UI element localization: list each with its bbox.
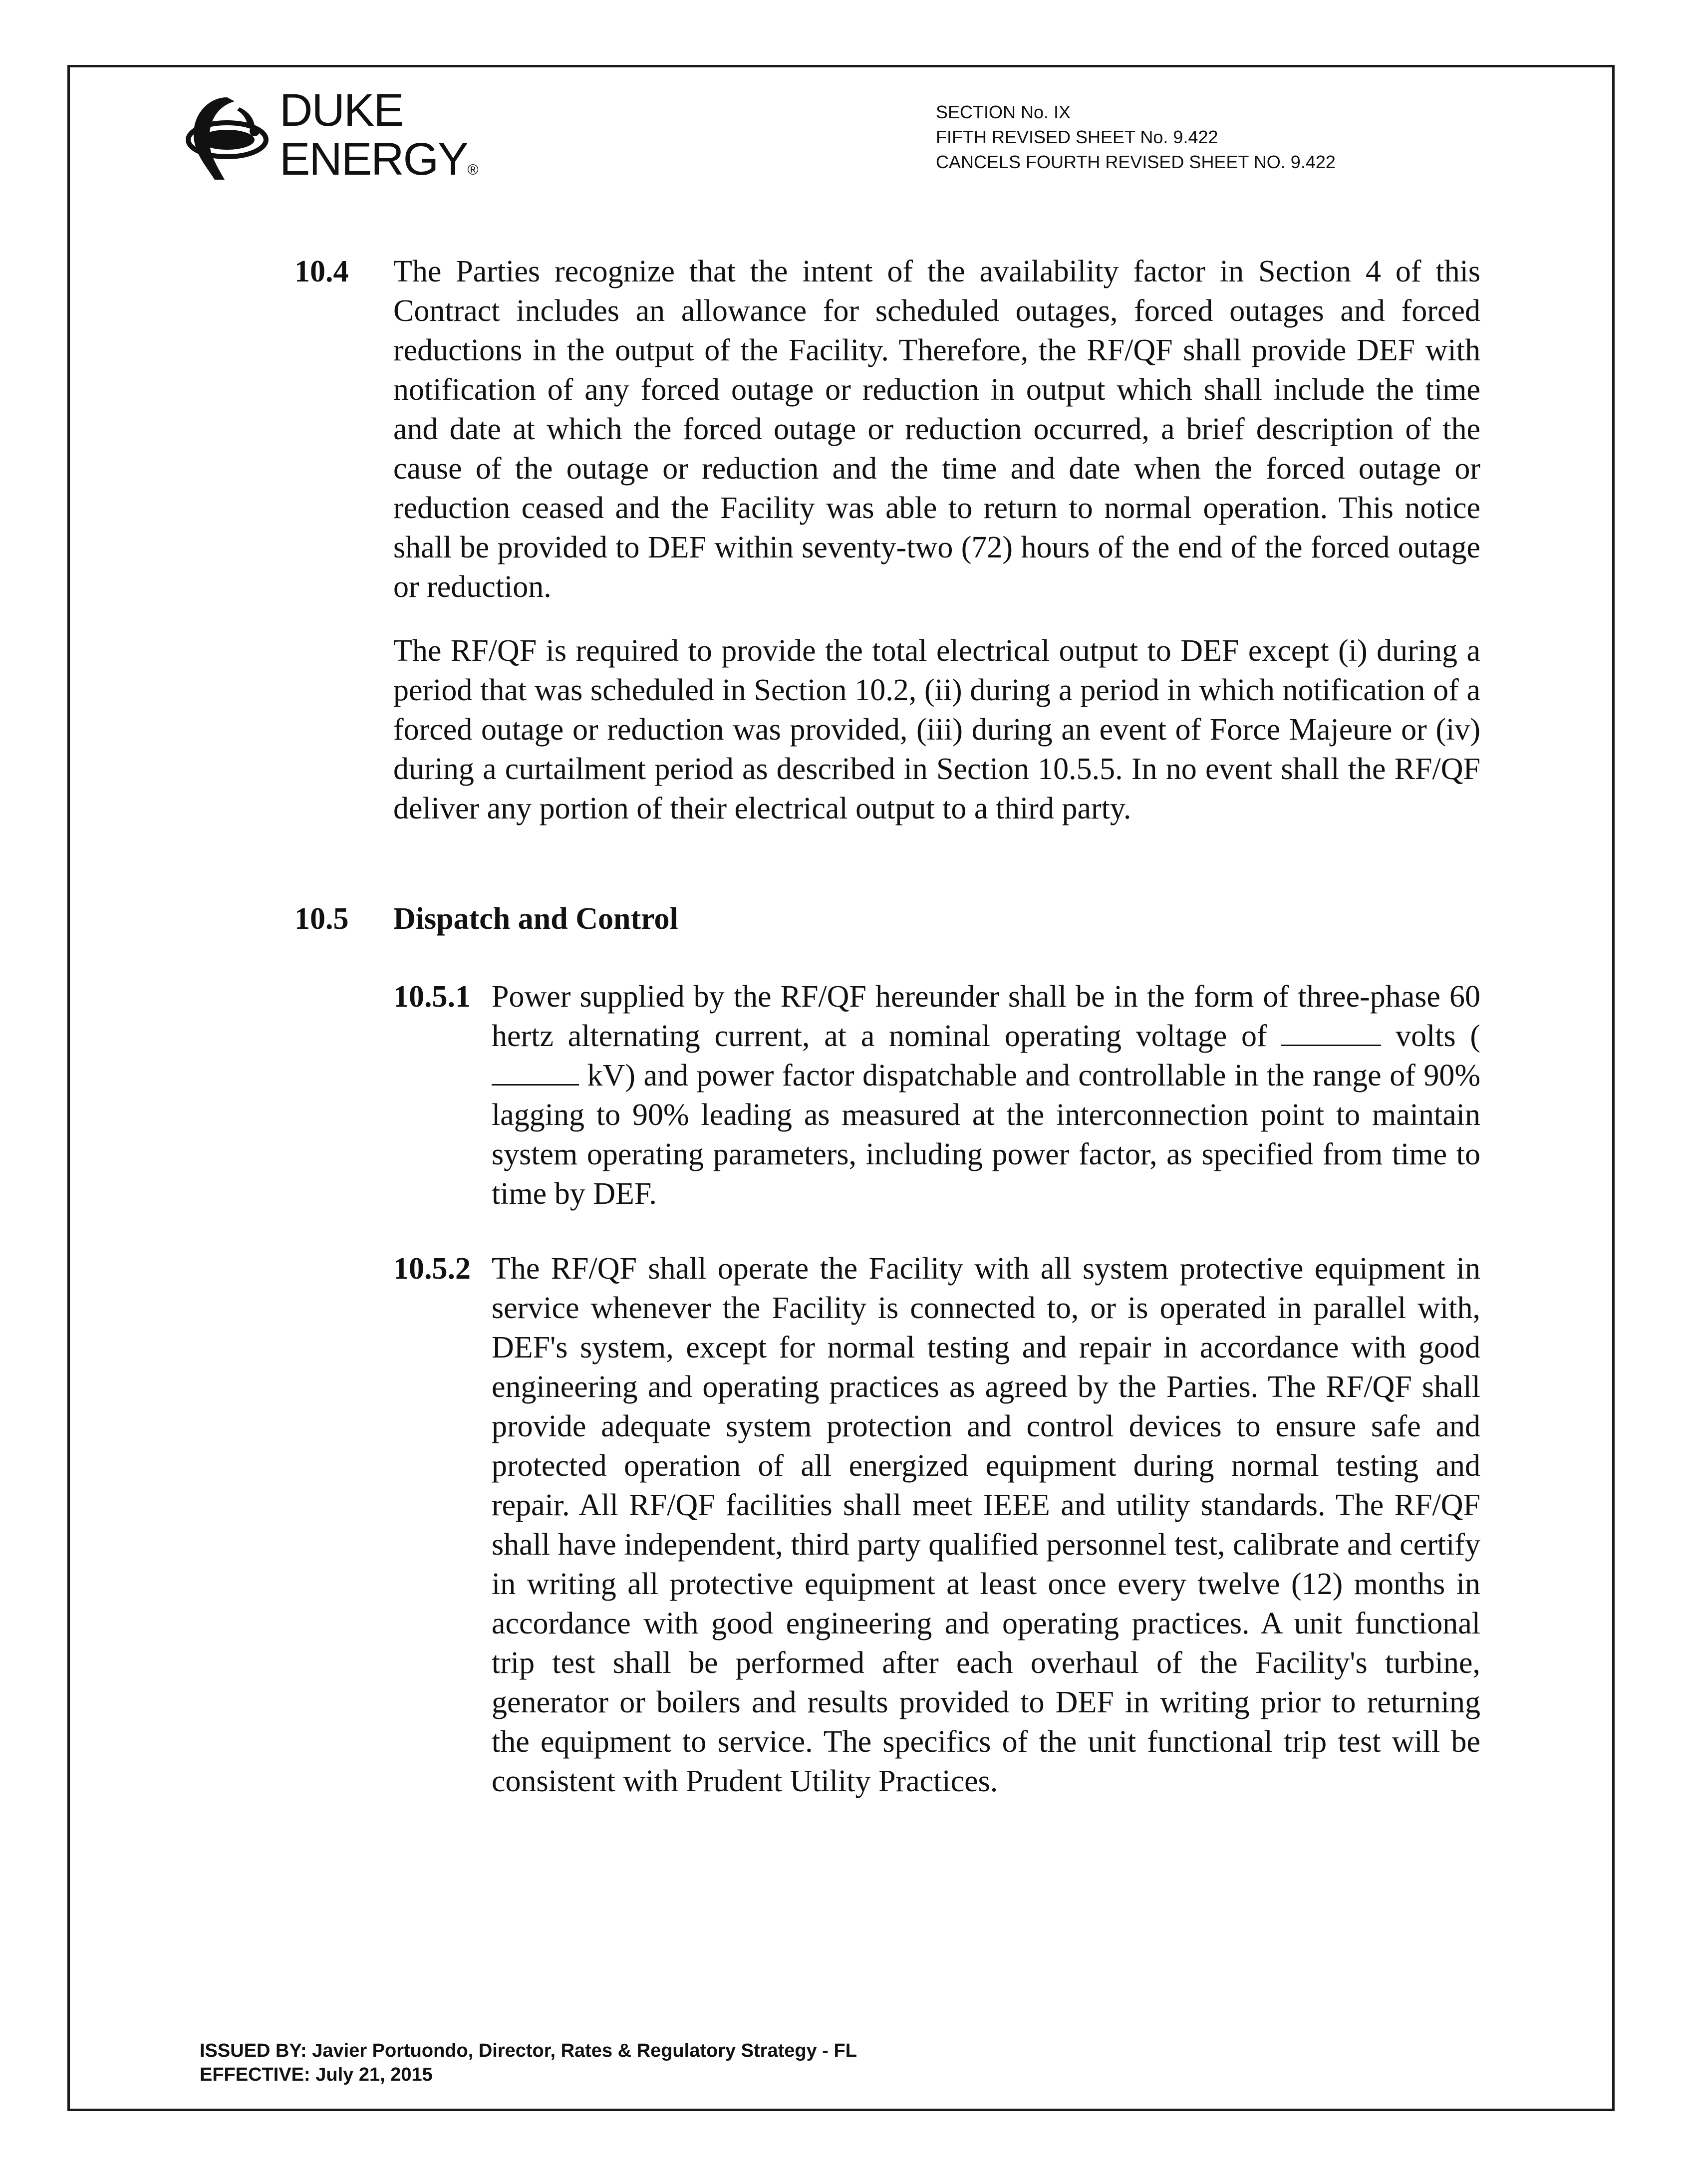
section-10-4-paragraph-2: The RF/QF is required to provide the total electrical output to DEF except (i) during a period that was scheduled in Section 10.2, (ii) during a period in which notification of a forced outage or reduction was provided, (iii) during an event of Force Majeure or (iv) during a curtailment period as described in Section 10.5.5. In no event shall the RF/QF deliver any portion of their electrical output to a third party. <box>393 634 1480 825</box>
sheet-header <box>936 100 1336 175</box>
section-10-5-1-number: 10.5.1 <box>393 980 471 1014</box>
logo-text-energy-word: ENERGY <box>280 134 468 185</box>
issued-by-value: Javier Portuondo, Director, Rates & Regulatory Strategy - FL <box>312 2040 857 2061</box>
revised-sheet: FIFTH REVISED SHEET No. 9.422 <box>936 127 1218 147</box>
issued-by-line <box>200 2039 857 2063</box>
effective-line <box>200 2063 857 2087</box>
effective-value: July 21, 2015 <box>315 2064 433 2085</box>
section-10-5-2-paragraph: The RF/QF shall operate the Facility with all system protective equipment in service whenever the Facility is connected to, or is operated in parallel with, DEF's system, except for normal testing and repair in accordance with good engineering and operating practices as agreed by the Parties. The RF/QF shall provide adequate system protection and control devices to ensure safe and protected operation of all energized equipment during normal testing and repair. All RF/QF facilities shall meet IEEE and utility standards. The RF/QF shall have independent, third party qualified personnel test, calibrate and certify in writing all protective equipment at least once every twelve (12) months in accordance with good engineering and operating practices. A unit functional trip test shall be performed after each overhaul of the Facility's turbine, generator or boilers and results provided to DEF in writing prior to returning the equipment to service. The specifics of the unit functional trip test will be consistent with Prudent Utility Practices. <box>492 1252 1480 1798</box>
section-10-4-number: 10.4 <box>294 255 349 288</box>
footer <box>200 2039 857 2087</box>
duke-energy-emblem-icon <box>180 92 275 187</box>
voltage-blank <box>1281 1019 1381 1046</box>
section-10-5-1-text-b: kV) and power factor dispatchable and controllable in the range of 90% lagging to 90% leading as measured at the interconnection point to maintain system operating parameters, including power factor, as specified from time to time by DEF. <box>492 1059 1480 1211</box>
section-10-5-number: 10.5 <box>294 902 349 936</box>
registered-mark: ® <box>467 162 478 178</box>
logo-text-duke: DUKE <box>280 85 403 136</box>
cancels-sheet: CANCELS FOURTH REVISED SHEET NO. 9.422 <box>936 152 1336 172</box>
section-number: SECTION No. IX <box>936 102 1071 122</box>
section-10-5-1-volts: volts ( <box>1396 1019 1481 1053</box>
section-10-5-2-number: 10.5.2 <box>393 1252 471 1286</box>
logo-text-energy <box>280 134 478 185</box>
issued-by-label: ISSUED BY: <box>200 2040 307 2061</box>
kv-blank <box>492 1058 579 1086</box>
effective-label: EFFECTIVE: <box>200 2064 310 2085</box>
section-10-5-1-text-a: Power supplied by the RF/QF hereunder shall be in the form of three-phase 60 hertz alternating current, at a nominal operating voltage of <box>492 980 1480 1053</box>
section-10-5-1-paragraph <box>492 977 1480 1214</box>
section-10-5-heading: Dispatch and Control <box>393 902 678 936</box>
duke-energy-logo <box>180 87 519 192</box>
section-10-4-paragraph-1: The Parties recognize that the intent of the availability factor in Section 4 of this Contract includes an allowance for scheduled outages, forced outages and forced reductions in the output of the Facility. Therefore, the RF/QF shall provide DEF with notification of any forced outage or reduction in output which shall include the time and date at which the forced outage or reduction occurred, a brief description of the cause of the outage or reduction and the time and date when the forced outage or reduction ceased and the Facility was able to return to normal operation. This notice shall be provided to DEF within seventy-two (72) hours of the end of the forced outage or reduction. <box>393 255 1480 604</box>
